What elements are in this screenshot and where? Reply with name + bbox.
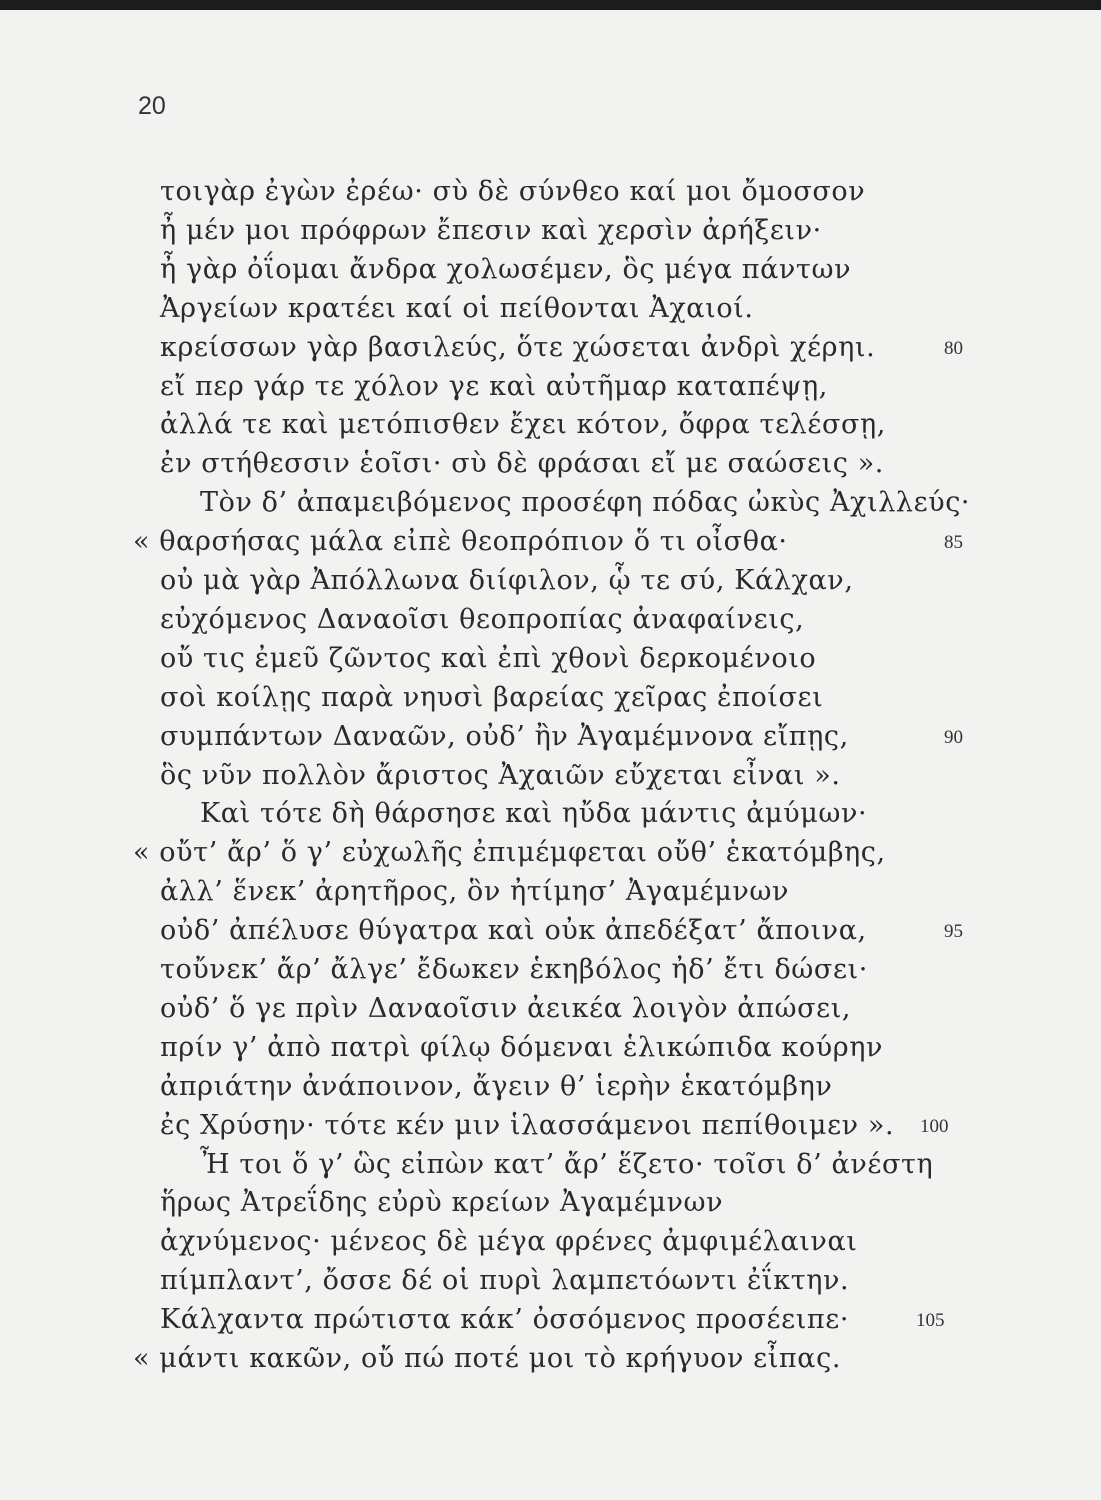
verse-line: συμπάντων Δαναῶν, οὐδ’ ἢν Ἀγαμέμνονα εἴπῃς, bbox=[160, 721, 849, 752]
verse-line: ἀχνύμενος· μένεος δὲ μέγα φρένες ἀμφιμέλαιναι bbox=[160, 1226, 858, 1257]
verse-line: ἀλλ’ ἕνεκ’ ἀρητῆρος, ὃν ἠτίμησ’ Ἀγαμέμνων bbox=[160, 876, 790, 907]
verse-line: Κάλχαντα πρώτιστα κάκ’ ὀσσόμενος προσέειπε· bbox=[160, 1304, 850, 1335]
verse-line: τοιγὰρ ἐγὼν ἐρέω· σὺ δὲ σύνθεο καί μοι ὄμοσσον bbox=[160, 176, 866, 207]
verse-line: τοὔνεκ’ ἄρ’ ἄλγε’ ἔδωκεν ἑκηβόλος ἠδ’ ἔτι δώσει· bbox=[160, 954, 868, 985]
verse-line: Ἀργείων κρατέει καί οἱ πείθονται Ἀχαιοί. bbox=[160, 293, 754, 324]
line-number: 85 bbox=[944, 532, 963, 553]
line-number: 95 bbox=[944, 921, 963, 942]
verse-line: « θαρσήσας μάλα εἰπὲ θεοπρόπιον ὅ τι οἶσθα· bbox=[133, 526, 788, 557]
verse-line: κρείσσων γὰρ βασιλεύς, ὅτε χώσεται ἀνδρὶ χέρηι. bbox=[160, 332, 876, 363]
line-number: 80 bbox=[944, 338, 963, 359]
verse-line: ἀπριάτην ἀνάποινον, ἄγειν θ’ ἱερὴν ἑκατόμβην bbox=[160, 1071, 833, 1102]
verse-line: ἥρως Ἀτρεΐδης εὐρὺ κρείων Ἀγαμέμνων bbox=[160, 1187, 724, 1218]
verse-line: οὐδ’ ὅ γε πρὶν Δαναοῖσιν ἀεικέα λοιγὸν ἀπώσει, bbox=[160, 993, 852, 1024]
verse-line: ἐς Χρύσην· τότε κέν μιν ἱλασσάμενοι πεπίθοιμεν ». bbox=[160, 1110, 895, 1141]
verse-line: « μάντι κακῶν, οὔ πώ ποτέ μοι τὸ κρήγυον εἶπας. bbox=[133, 1343, 842, 1374]
line-number: 100 bbox=[920, 1116, 949, 1137]
verse-line: ἐν στήθεσσιν ἑοῖσι· σὺ δὲ φράσαι εἴ με σαώσεις ». bbox=[160, 448, 884, 479]
verse-line: σοὶ κοίλῃς παρὰ νηυσὶ βαρείας χεῖρας ἐποίσει bbox=[160, 682, 824, 713]
page-number: 20 bbox=[138, 92, 166, 120]
verse-line: οὔ τις ἐμεῦ ζῶντος καὶ ἐπὶ χθονὶ δερκομένοιο bbox=[160, 643, 817, 674]
verse-line: Καὶ τότε δὴ θάρσησε καὶ ηὔδα μάντις ἀμύμων· bbox=[200, 798, 868, 829]
verse-line: Τὸν δ’ ἀπαμειβόμενος προσέφη πόδας ὠκὺς Ἀχιλλεύς· bbox=[200, 487, 971, 518]
verse-line: πρίν γ’ ἀπὸ πατρὶ φίλῳ δόμεναι ἑλικώπιδα κούρην bbox=[160, 1032, 884, 1063]
verse-line: οὐδ’ ἀπέλυσε θύγατρα καὶ οὐκ ἀπεδέξατ’ ἄποινα, bbox=[160, 915, 867, 946]
verse-line: Ἦ τοι ὅ γ’ ὣς εἰπὼν κατ’ ἄρ’ ἕζετο· τοῖσι δ’ ἀνέστη bbox=[200, 1149, 934, 1180]
verse-line: « οὔτ’ ἄρ’ ὅ γ’ εὐχωλῆς ἐπιμέμφεται οὔθ’ ἑκατόμβης, bbox=[133, 837, 886, 868]
verse-line: εἴ περ γάρ τε χόλον γε καὶ αὐτῆμαρ καταπέψῃ, bbox=[160, 371, 828, 402]
verse-line: πίμπλαντ’, ὄσσε δέ οἱ πυρὶ λαμπετόωντι ἐΐκτην. bbox=[160, 1265, 850, 1296]
verse-line: ἦ μέν μοι πρόφρων ἔπεσιν καὶ χερσὶν ἀρήξειν· bbox=[160, 215, 822, 246]
verse-line: εὐχόμενος Δαναοῖσι θεοπροπίας ἀναφαίνεις, bbox=[160, 604, 805, 635]
verse-line: ὃς νῦν πολλὸν ἄριστος Ἀχαιῶν εὔχεται εἶναι ». bbox=[160, 760, 841, 791]
verse-line: ἦ γὰρ ὀΐομαι ἄνδρα χολωσέμεν, ὃς μέγα πάντων bbox=[160, 254, 852, 285]
verse-line: ἀλλά τε καὶ μετόπισθεν ἔχει κότον, ὄφρα τελέσσῃ, bbox=[160, 409, 886, 440]
verse-line: οὐ μὰ γὰρ Ἀπόλλωνα διίφιλον, ᾧ τε σύ, Κάλχαν, bbox=[160, 565, 854, 596]
line-number: 90 bbox=[944, 727, 963, 748]
line-number: 105 bbox=[916, 1310, 945, 1331]
